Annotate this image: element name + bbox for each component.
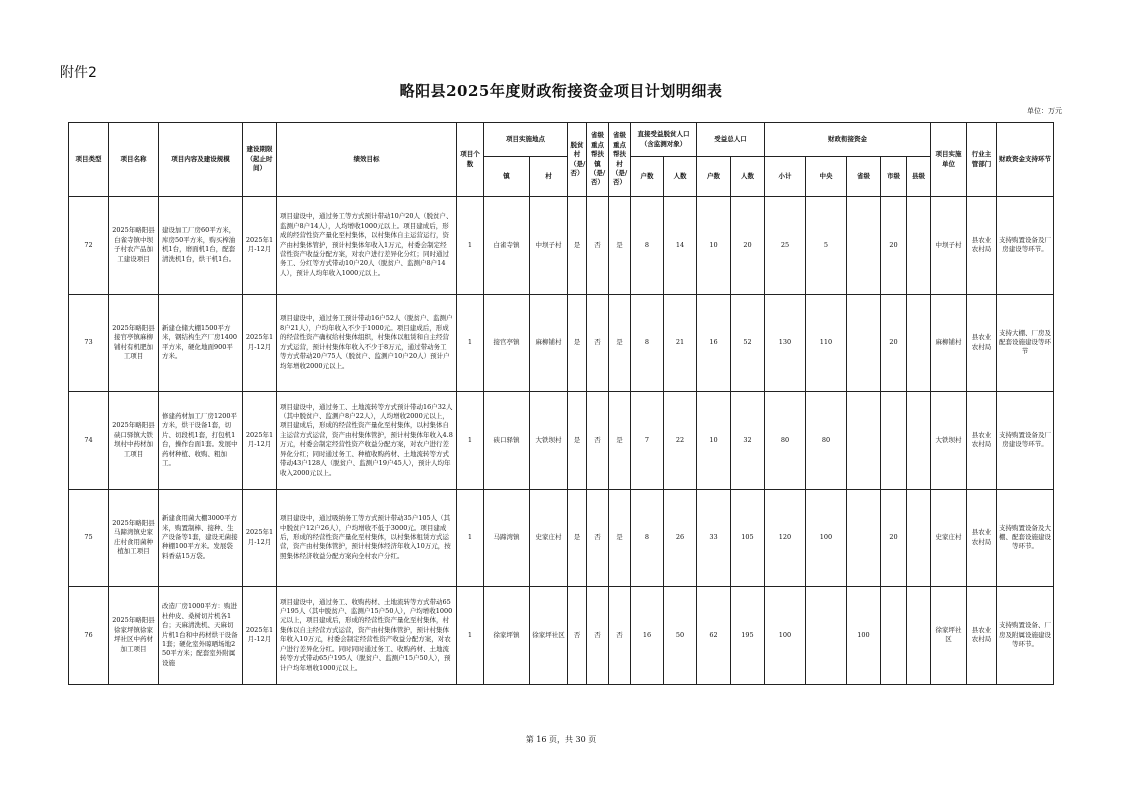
cell-town: 接官亭镇 bbox=[484, 294, 530, 392]
cell-dept: 县农业农村局 bbox=[967, 392, 997, 490]
attachment-label: 附件2 bbox=[60, 65, 97, 81]
cell-name: 2025年略阳县硖口驿镇大铁坝村中药材加工项目 bbox=[109, 392, 159, 490]
cell-link: 支持购置设备及厂房建设等环节。 bbox=[997, 392, 1054, 490]
cell-prov-village: 是 bbox=[609, 392, 631, 490]
table-row bbox=[69, 294, 1054, 392]
cell-central: 80 bbox=[806, 392, 847, 490]
unit-label: 单位：万元 bbox=[1027, 107, 1062, 115]
header-direct: 直接受益脱贫人口（含监测对象） bbox=[631, 123, 697, 157]
cell-town: 徐家坪镇 bbox=[484, 587, 530, 685]
cell-direct-people: 14 bbox=[664, 197, 697, 295]
header-count: 项目个数 bbox=[457, 123, 484, 197]
cell-province bbox=[847, 197, 881, 295]
cell-prov-town: 否 bbox=[587, 587, 609, 685]
cell-total-people: 32 bbox=[731, 392, 765, 490]
cell-county bbox=[907, 489, 931, 587]
cell-central bbox=[806, 587, 847, 685]
cell-name: 2025年略阳县马蹄湾镇史家庄村食用菌种植加工项目 bbox=[109, 489, 159, 587]
cell-content: 建设加工厂房60平方米，库房50平方米，购买榨油机1台，磨面机1台，配套清洗机1台，烘干机1台。 bbox=[159, 197, 243, 295]
cell-county bbox=[907, 392, 931, 490]
cell-prov-village: 否 bbox=[609, 587, 631, 685]
cell-count: 1 bbox=[457, 392, 484, 490]
cell-impl-unit: 大铁坝村 bbox=[931, 392, 967, 490]
cell-poor-village: 是 bbox=[568, 197, 587, 295]
header-row-1 bbox=[69, 123, 1054, 157]
cell-id: 76 bbox=[69, 587, 109, 685]
cell-central: 100 bbox=[806, 489, 847, 587]
cell-id: 74 bbox=[69, 392, 109, 490]
cell-village: 中坝子村 bbox=[530, 197, 568, 295]
cell-subtotal: 100 bbox=[765, 587, 806, 685]
cell-content: 改造厂房1000平方：购进杜仲皮、桑树切片机各1台；天麻清洗机、天麻切片机1台和中药材烘干设备1套；硬化室外晾晒场地250平方米；配套室外附属设施 bbox=[159, 587, 243, 685]
cell-target: 项目建设中，通过务工预计带动16户52人（脱贫户、监测户8户21人），户均年收入不少于1000元。项目建成后，形成的经营性资产确权给村集体组织，村集体以租赁和自主经营方式运营，预计村集体年收入不少于8万元，通过带动务工等方式带动20户75人（脱贫户、监测户10户20人）预计户均年增收2000元以上。 bbox=[277, 294, 457, 392]
cell-count: 1 bbox=[457, 197, 484, 295]
cell-name: 2025年略阳县接官亭镇麻柳铺村有机肥加工项目 bbox=[109, 294, 159, 392]
cell-link: 支持购置设备、厂房及附属设施建设等环节。 bbox=[997, 587, 1054, 685]
cell-period: 2025年1月-12月 bbox=[243, 587, 277, 685]
cell-count: 1 bbox=[457, 294, 484, 392]
cell-id: 73 bbox=[69, 294, 109, 392]
cell-county bbox=[907, 587, 931, 685]
cell-direct-people: 26 bbox=[664, 489, 697, 587]
table-row bbox=[69, 587, 1054, 685]
cell-subtotal: 25 bbox=[765, 197, 806, 295]
cell-target: 项目建设中，通过务工、收购药材、土地流转等方式带动65户195人（其中脱贫户、监测户15户50人），户均增收1000元以上，项目建成后，形成的经营性资产量化至村集体，村集体以自主经营方式运营，资产由村集体管护，预计村集体年收入10万元，村委会制定经营性资产收益分配方案，对农户进行差异化分红。同时同时通过务工、收购药材、土地流转等方式带动65户195人（脱贫户、监测户15户50人），预计户均年增收1000元以上。 bbox=[277, 587, 457, 685]
cell-direct-people: 22 bbox=[664, 392, 697, 490]
cell-subtotal: 80 bbox=[765, 392, 806, 490]
cell-total-people: 195 bbox=[731, 587, 765, 685]
header-prov-village: 省级重点帮扶村（是/否） bbox=[609, 123, 631, 197]
cell-direct-households: 8 bbox=[631, 489, 664, 587]
header-poor-village: 脱贫村（是/否） bbox=[568, 123, 587, 197]
cell-total-households: 10 bbox=[697, 197, 731, 295]
cell-target: 项目建设中，通过吸纳务工等方式预计带动35户105人（其中脱贫户12户26人），户均增收不低于3000元。项目建成后，形成的经营性资产量化至村集体，以村集体租赁方式运营，资产由村集体管护，预计村集体经济年收入10万元，按照集体经济收益分配方案向全村农户分红。 bbox=[277, 489, 457, 587]
header-name: 项目名称 bbox=[109, 123, 159, 197]
header-village: 村 bbox=[530, 157, 568, 197]
cell-subtotal: 120 bbox=[765, 489, 806, 587]
cell-poor-village: 是 bbox=[568, 294, 587, 392]
cell-prov-town: 否 bbox=[587, 197, 609, 295]
cell-province bbox=[847, 489, 881, 587]
header-city: 市级 bbox=[881, 157, 907, 197]
header-impl-unit: 项目实施单位 bbox=[931, 123, 967, 197]
header-period: 建设期限（起止时间） bbox=[243, 123, 277, 197]
cell-content: 新建仓储大棚1500平方米，钢结构生产厂房1400平方米，硬化地面900平方米。 bbox=[159, 294, 243, 392]
header-beneficiaries: 受益总人口 bbox=[697, 123, 765, 157]
header-total-people: 人数 bbox=[731, 157, 765, 197]
cell-direct-people: 50 bbox=[664, 587, 697, 685]
cell-prov-town: 否 bbox=[587, 392, 609, 490]
cell-town: 白雀寺镇 bbox=[484, 197, 530, 295]
page-title: 略阳县2025年度财政衔接资金项目计划明细表 bbox=[399, 82, 723, 100]
cell-dept: 县农业农村局 bbox=[967, 489, 997, 587]
header-total-households: 户数 bbox=[697, 157, 731, 197]
header-town: 镇 bbox=[484, 157, 530, 197]
cell-village: 史家庄村 bbox=[530, 489, 568, 587]
cell-city bbox=[881, 392, 907, 490]
cell-period: 2025年1月-12月 bbox=[243, 392, 277, 490]
cell-poor-village: 是 bbox=[568, 489, 587, 587]
cell-period: 2025年1月-12月 bbox=[243, 294, 277, 392]
cell-prov-village: 是 bbox=[609, 294, 631, 392]
cell-period: 2025年1月-12月 bbox=[243, 489, 277, 587]
cell-county bbox=[907, 197, 931, 295]
cell-poor-village: 否 bbox=[568, 587, 587, 685]
cell-total-people: 20 bbox=[731, 197, 765, 295]
cell-name: 2025年略阳县徐家坪镇徐家坪社区中药材加工项目 bbox=[109, 587, 159, 685]
cell-target: 项目建设中，通过务工等方式预计带动10户20人（脱贫户、监测户8户14人），人均增收1000元以上。项目建成后，形成的经营性资产量化至村集体，以村集体自主运营运行，资产由村集体管护，预计村集体年收入1万元，村委会制定经营性资产收益分配方案，对农户进行差异化分红；同时通过务工、分红等方式带动10户20人（脱贫户、监测户8户14人），预计人均年收入1000元以上。 bbox=[277, 197, 457, 295]
cell-name: 2025年略阳县白雀寺镇中坝子村农产品加工建设项目 bbox=[109, 197, 159, 295]
header-dept: 行业主管部门 bbox=[967, 123, 997, 197]
header-county: 县级 bbox=[907, 157, 931, 197]
table-row bbox=[69, 392, 1054, 490]
cell-central: 110 bbox=[806, 294, 847, 392]
cell-county bbox=[907, 294, 931, 392]
cell-province bbox=[847, 294, 881, 392]
cell-direct-households: 7 bbox=[631, 392, 664, 490]
header-location: 项目实施地点 bbox=[484, 123, 568, 157]
cell-total-households: 10 bbox=[697, 392, 731, 490]
header-prov-town: 省级重点帮扶镇（是/否） bbox=[587, 123, 609, 197]
cell-village: 大铁坝村 bbox=[530, 392, 568, 490]
cell-count: 1 bbox=[457, 489, 484, 587]
cell-prov-village: 是 bbox=[609, 197, 631, 295]
cell-prov-village: 是 bbox=[609, 489, 631, 587]
cell-content: 修建药材加工厂房1200平方米，烘干设备1套，切片、切段机1套，打包机1台，操作台面1套。发展中药材种植、收购、粗加工。 bbox=[159, 392, 243, 490]
cell-impl-unit: 徐家坪社区 bbox=[931, 587, 967, 685]
cell-total-households: 62 bbox=[697, 587, 731, 685]
header-central: 中央 bbox=[806, 157, 847, 197]
cell-direct-households: 16 bbox=[631, 587, 664, 685]
cell-target: 项目建设中，通过务工、土地流转等方式预计带动16户32人（其中脱贫户、监测户8户22人），人均增收2000元以上，项目建成后，形成的经营性资产量化至村集体，以村集体自主运营方式运营，资产由村集体管护，预计村集体年收入4.8万元，村委会制定经营性资产收益分配方案，对农户进行差异化分红；同时通过务工、种植收购药材、土地流转等方式带动43户128人（脱贫户、监测户19户45人），预计人均年收入2000元以上。 bbox=[277, 392, 457, 490]
cell-period: 2025年1月-12月 bbox=[243, 197, 277, 295]
cell-prov-town: 否 bbox=[587, 489, 609, 587]
cell-province bbox=[847, 392, 881, 490]
header-direct-people: 人数 bbox=[664, 157, 697, 197]
cell-count: 1 bbox=[457, 587, 484, 685]
cell-prov-town: 否 bbox=[587, 294, 609, 392]
header-subtotal: 小计 bbox=[765, 157, 806, 197]
table-row bbox=[69, 489, 1054, 587]
cell-direct-households: 8 bbox=[631, 197, 664, 295]
cell-town: 硖口驿镇 bbox=[484, 392, 530, 490]
cell-link: 支持购置设备及厂房建设等环节。 bbox=[997, 197, 1054, 295]
cell-dept: 县农业农村局 bbox=[967, 294, 997, 392]
cell-direct-people: 21 bbox=[664, 294, 697, 392]
cell-village: 麻柳铺村 bbox=[530, 294, 568, 392]
cell-total-people: 105 bbox=[731, 489, 765, 587]
cell-impl-unit: 史家庄村 bbox=[931, 489, 967, 587]
header-content: 项目内容及建设规模 bbox=[159, 123, 243, 197]
cell-poor-village: 是 bbox=[568, 392, 587, 490]
cell-impl-unit: 中坝子村 bbox=[931, 197, 967, 295]
header-target: 绩效目标 bbox=[277, 123, 457, 197]
cell-impl-unit: 麻柳铺村 bbox=[931, 294, 967, 392]
cell-city: 20 bbox=[881, 489, 907, 587]
cell-link: 支持购置设备及大棚、配套设施建设等环节。 bbox=[997, 489, 1054, 587]
cell-id: 72 bbox=[69, 197, 109, 295]
cell-total-people: 52 bbox=[731, 294, 765, 392]
table-row bbox=[69, 197, 1054, 295]
cell-province: 100 bbox=[847, 587, 881, 685]
cell-direct-households: 8 bbox=[631, 294, 664, 392]
header-direct-households: 户数 bbox=[631, 157, 664, 197]
cell-town: 马蹄湾镇 bbox=[484, 489, 530, 587]
header-funds: 财政衔接资金 bbox=[765, 123, 931, 157]
cell-central: 5 bbox=[806, 197, 847, 295]
header-link: 财政资金支持环节 bbox=[997, 123, 1054, 197]
header-province: 省级 bbox=[847, 157, 881, 197]
cell-city: 20 bbox=[881, 294, 907, 392]
cell-id: 75 bbox=[69, 489, 109, 587]
page-number: 第 16 页，共 30 页 bbox=[525, 735, 597, 744]
project-table bbox=[68, 122, 1054, 685]
cell-link: 支持大棚、厂房及配套设施建设等环节 bbox=[997, 294, 1054, 392]
header-type: 项目类型 bbox=[69, 123, 109, 197]
cell-dept: 县农业农村局 bbox=[967, 197, 997, 295]
cell-city: 20 bbox=[881, 197, 907, 295]
cell-subtotal: 130 bbox=[765, 294, 806, 392]
cell-total-households: 33 bbox=[697, 489, 731, 587]
cell-total-households: 16 bbox=[697, 294, 731, 392]
cell-content: 新建食用菌大棚3000平方米，购置制棒、接种、生产设备等1套，建设无菌接种棚100平方米。发展袋料香菇15万袋。 bbox=[159, 489, 243, 587]
cell-dept: 县农业农村局 bbox=[967, 587, 997, 685]
cell-city bbox=[881, 587, 907, 685]
cell-village: 徐家坪社区 bbox=[530, 587, 568, 685]
